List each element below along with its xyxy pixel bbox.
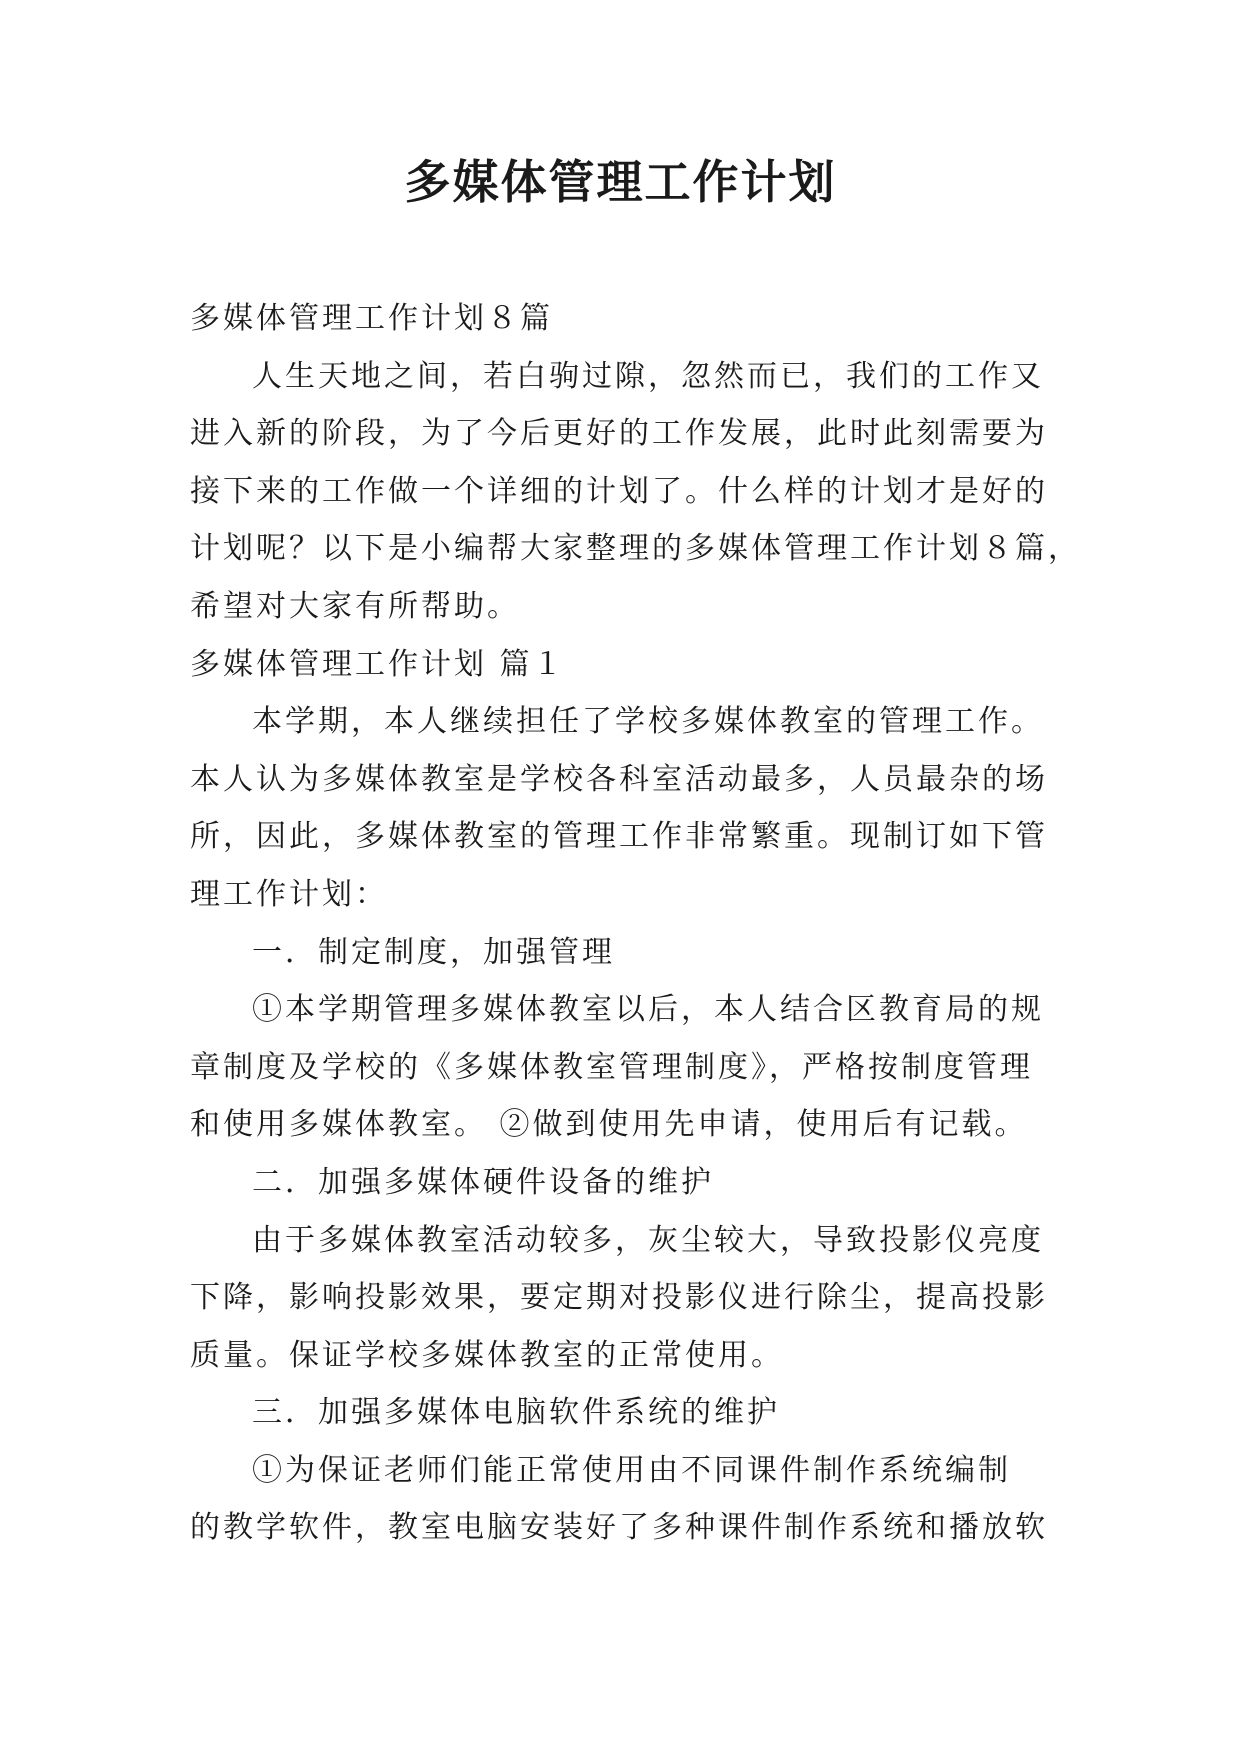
- document-body: [190, 290, 1081, 1557]
- paragraph-line: 由于多媒体教室活动较多，灰尘较大，导致投影仪亮度: [252, 1222, 1044, 1258]
- paragraph-line: 所，因此，多媒体教室的管理工作非常繁重。现制订如下管: [190, 819, 1048, 855]
- paragraph-line: 理工作计划：: [190, 876, 388, 912]
- document-title: 多媒体管理工作计划: [404, 155, 837, 209]
- item-heading: 三．加强多媒体电脑软件系统的维护: [252, 1395, 780, 1431]
- section-heading: 多媒体管理工作计划 篇１: [190, 646, 566, 682]
- item-heading: 二．加强多媒体硬件设备的维护: [252, 1164, 714, 1200]
- paragraph-line: 下降，影响投影效果，要定期对投影仪进行除尘，提高投影: [190, 1280, 1048, 1316]
- item-heading: 一．制定制度，加强管理: [252, 934, 615, 970]
- paragraph-line: 接下来的工作做一个详细的计划了。什么样的计划才是好的: [190, 473, 1048, 509]
- subtitle-line: 多媒体管理工作计划８篇: [190, 301, 553, 336]
- paragraph-line: 的教学软件，教室电脑安装好了多种课件制作系统和播放软: [190, 1510, 1048, 1546]
- paragraph-line: 人生天地之间，若白驹过隙，忽然而已，我们的工作又: [252, 358, 1044, 394]
- paragraph-line: ①本学期管理多媒体教室以后，本人结合区教育局的规: [252, 992, 1044, 1028]
- paragraph-line: 进入新的阶段，为了今后更好的工作发展，此时此刻需要为: [190, 416, 1048, 452]
- paragraph-line: 和使用多媒体教室。 ②做到使用先申请，使用后有记载。: [190, 1107, 1028, 1143]
- paragraph-line: 章制度及学校的《多媒体教室管理制度》，严格按制度管理: [190, 1049, 1033, 1085]
- paragraph-line: 希望对大家有所帮助。: [190, 588, 520, 624]
- paragraph-line: ①为保证老师们能正常使用由不同课件制作系统编制: [252, 1452, 1011, 1488]
- paragraph-line: 本学期，本人继续担任了学校多媒体教室的管理工作。: [252, 704, 1044, 740]
- paragraph-line: 质量。保证学校多媒体教室的正常使用。: [190, 1337, 784, 1373]
- paragraph-line: 计划呢？以下是小编帮大家整理的多媒体管理工作计划８篇，: [190, 531, 1081, 567]
- paragraph-line: 本人认为多媒体教室是学校各科室活动最多，人员最杂的场: [190, 761, 1048, 797]
